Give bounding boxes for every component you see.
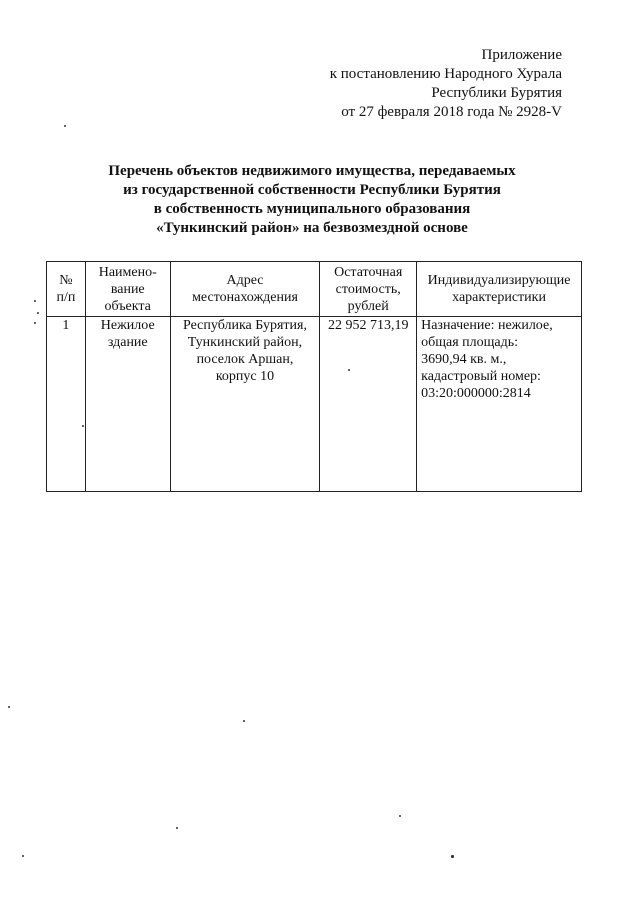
appendix-line: Республики Бурятия [431, 85, 562, 101]
appendix-line: Приложение [481, 47, 562, 63]
cell-characteristics: Назначение: нежилое, общая площадь: 3690,94 кв. м., кадастровый номер: 03:20:000000:2814 [417, 317, 582, 492]
scan-speck [64, 125, 66, 127]
objects-table [46, 261, 582, 492]
cell-object-name: Нежилое здание [85, 317, 170, 492]
scan-speck [37, 312, 39, 314]
cell-address: Республика Бурятия, Тункинский район, поселок Аршан, корпус 10 [170, 317, 320, 492]
title-line: «Тункинский район» на безвозмездной основе [156, 220, 468, 236]
header-cost: Остаточная стоимость, рублей [320, 262, 417, 317]
table-row [47, 317, 582, 492]
scan-speck [243, 720, 245, 722]
table-header-row [47, 262, 582, 317]
title-line: в собственность муниципального образования [153, 201, 471, 217]
appendix-line: к постановлению Народного Хурала [329, 66, 562, 82]
cell-cost: 22 952 713,19 [320, 317, 417, 492]
appendix-block [330, 46, 562, 122]
header-object-name: Наимено- вание объекта [85, 262, 170, 317]
title-line: из государственной собственности Республики Бурятия [123, 182, 501, 198]
scan-speck [399, 815, 401, 817]
scan-speck [8, 706, 10, 708]
header-characteristics: Индивидуализирующие характеристики [417, 262, 582, 317]
scan-speck [451, 855, 454, 858]
title-line: Перечень объектов недвижимого имущества, передаваемых [108, 163, 516, 179]
header-number: № п/п [47, 262, 86, 317]
appendix-date-line: от 27 февраля 2018 года № 2928-V [341, 104, 562, 120]
cell-number: 1 [47, 317, 86, 492]
scan-speck [22, 855, 24, 857]
scan-speck [34, 322, 36, 324]
header-address: Адрес местонахождения [170, 262, 320, 317]
scan-speck [34, 300, 36, 302]
scan-speck [348, 369, 350, 371]
scan-speck [82, 425, 84, 427]
document-title [0, 162, 624, 238]
scan-speck [176, 827, 178, 829]
